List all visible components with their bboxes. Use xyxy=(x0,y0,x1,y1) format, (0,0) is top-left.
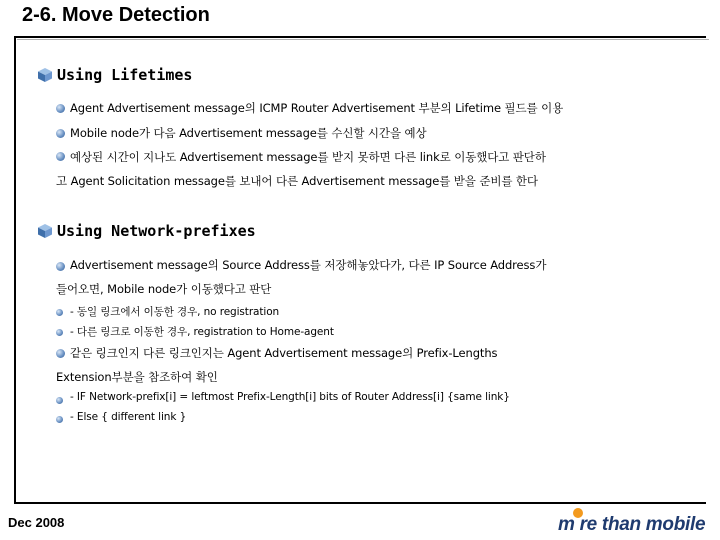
bullet-icon xyxy=(56,397,63,404)
title-rule xyxy=(14,36,706,38)
body-line: Agent Advertisement message의 ICMP Router Advertisement 부분의 Lifetime 필드를 이용 xyxy=(70,101,564,115)
logo-text: m re than mobile xyxy=(558,514,706,535)
bullet-icon xyxy=(56,104,65,113)
bullet-icon xyxy=(56,329,63,336)
body-line: Extension부분을 참조하여 확인 xyxy=(56,370,218,384)
body-line: 예상된 시간이 지나도 Advertisement message를 받지 못하면 다른 link로 이동했다고 판단하 xyxy=(70,150,546,164)
body-line: 들어오면, Mobile node가 이동했다고 판단 xyxy=(56,282,272,296)
footer-date: Dec 2008 xyxy=(8,515,65,530)
bullet-icon xyxy=(56,152,65,161)
footer-rule xyxy=(14,502,706,504)
body-line: - 다른 링크로 이동한 경우, registration to Home-agent xyxy=(70,326,334,338)
side-rule xyxy=(14,36,16,502)
section-heading-label: Using Network-prefixes xyxy=(57,222,256,240)
body-line: - IF Network-prefix[i] = leftmost Prefix-Length[i] bits of Router Address[i] {same link} xyxy=(70,391,510,403)
bullet-icon xyxy=(56,262,65,271)
body-line: Advertisement message의 Source Address를 저장해놓았다가, 다른 IP Source Address가 xyxy=(70,258,547,272)
cube-icon xyxy=(38,224,52,238)
title-rule-shadow xyxy=(17,39,709,40)
bullet-icon xyxy=(56,416,63,423)
cube-icon xyxy=(38,68,52,82)
bullet-icon xyxy=(56,309,63,316)
body-line: 고 Agent Solicitation message를 보내어 다른 Advertisement message를 받을 준비를 한다 xyxy=(56,174,538,188)
body-line: - Else { different link } xyxy=(70,411,187,423)
body-line: Mobile node가 다음 Advertisement message를 수신할 시간을 예상 xyxy=(70,126,427,140)
body-line: 같은 링크인지 다른 링크인지는 Agent Advertisement message의 Prefix-Lengths xyxy=(70,346,498,360)
brand-logo xyxy=(558,508,708,538)
page-title: 2-6. Move Detection xyxy=(22,4,210,26)
section-heading-label: Using Lifetimes xyxy=(57,66,193,84)
body-line: - 동일 링크에서 이동한 경우, no registration xyxy=(70,306,280,318)
bullet-icon xyxy=(56,349,65,358)
bullet-icon xyxy=(56,129,65,138)
